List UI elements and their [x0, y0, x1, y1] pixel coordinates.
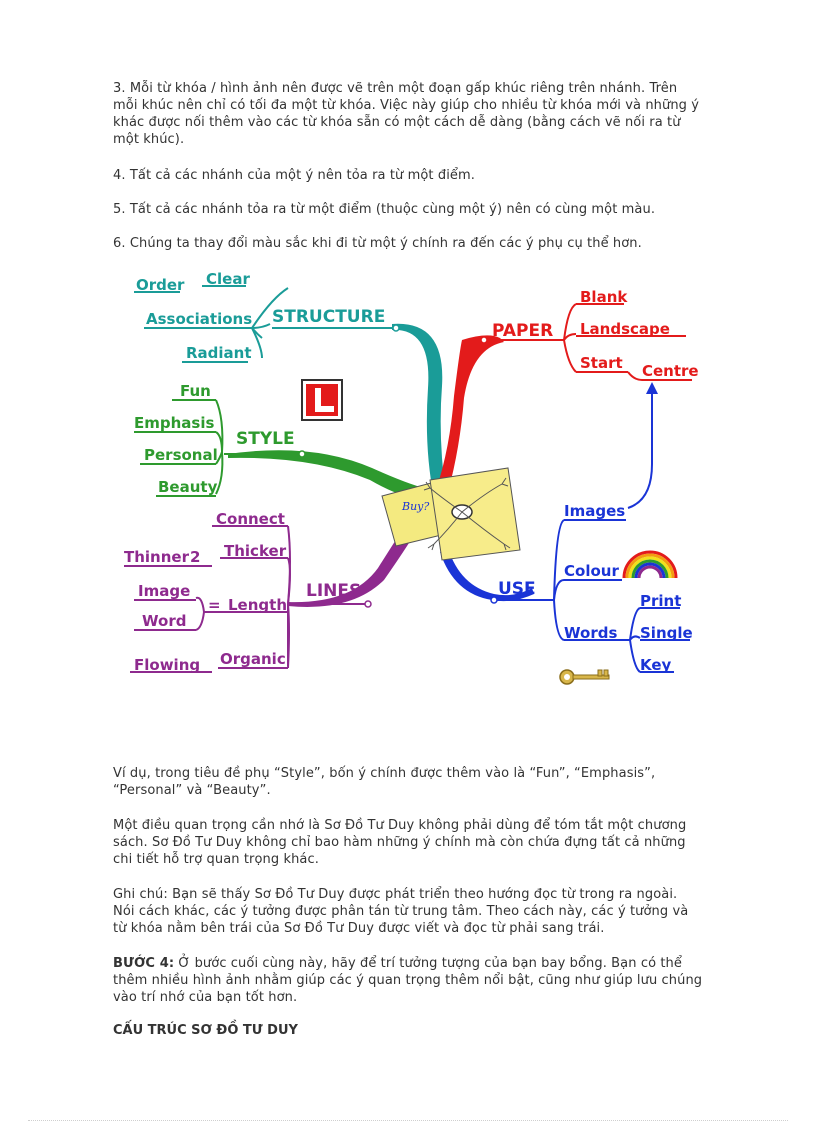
paragraph-step-4 [113, 955, 703, 1006]
paragraph-important: Một điều quan trọng cần nhớ là Sơ Đồ Tư Duy không phải dùng để tóm tắt một chương sách. Sơ Đồ Tư Duy không chỉ bao hàm những ý chính mà còn chứa đựng tất cả những chi tiết hỗ trợ quan trọng khác. [113, 818, 687, 867]
step-4-text: Ở bước cuối cùng này, hãy để trí tưởng tượng của bạn bay bổng. Bạn có thể thêm nhiều hình ảnh nhằm giúp các ý quan trọng thêm nổi bật, cũng như giúp lưu chúng vào trí nhớ của bạn tốt hơn. [113, 956, 703, 1005]
step-4-label: BƯỚC 4: [113, 956, 175, 971]
mind-map-figure [112, 268, 704, 690]
paper-item-start: Start [580, 354, 623, 372]
lines-label: LINES [306, 581, 362, 601]
style-label: STYLE [236, 429, 295, 449]
footer-divider [28, 1120, 788, 1121]
structure-label: STRUCTURE [272, 307, 386, 327]
use-item-words: Words [564, 624, 618, 642]
paper-item-centre: Centre [642, 362, 699, 380]
lines-item-flowing: Flowing [134, 656, 201, 674]
lines-item-length: Length [228, 596, 287, 614]
paragraph-note: Ghi chú: Bạn sẽ thấy Sơ Đồ Tư Duy được phát triển theo hướng đọc từ trong ra ngoài. Nói cách khác, các ý tưởng được phân tán từ trung tâm. Theo cách này, các ý tưởng và từ khóa nằm bên trái của Sơ Đồ Tư Duy được viết và đọc từ phải sang trái. [113, 887, 689, 936]
use-item-single: Single [640, 624, 693, 642]
lines-item-word: Word [142, 612, 187, 630]
use-item-print: Print [640, 592, 682, 610]
paper-label: PAPER [492, 321, 554, 341]
paragraph-rule-3: 3. Mỗi từ khóa / hình ảnh nên được vẽ trên một đoạn gấp khúc riêng trên nhánh. Trên mỗi khúc nên chỉ có tối đa một từ khóa. Việc này giúp cho nhiều từ khóa mới và những ý khác được nối thêm vào các từ khóa sẵn có một cách dễ dàng (bằng cách vẽ nối ra từ một khúc). [113, 81, 700, 147]
structure-item-associations: Associations [146, 310, 253, 328]
lines-item-thinner: Thinner [124, 548, 189, 566]
lines-item-equals: = [208, 596, 221, 614]
lines-item-thicker: Thicker [224, 542, 287, 560]
style-item-beauty: Beauty [158, 478, 218, 496]
paper-item-landscape: Landscape [580, 320, 670, 338]
use-item-colour: Colour [564, 562, 619, 580]
lines-item-organic: Organic [220, 650, 286, 668]
paragraph-example: Ví dụ, trong tiêu đề phụ “Style”, bốn ý chính được thêm vào là “Fun”, “Emphasis”, “Personal” và “Beauty”. [113, 766, 656, 798]
style-item-personal: Personal [144, 446, 218, 464]
paragraph-rule-6: 6. Chúng ta thay đổi màu sắc khi đi từ một ý chính ra đến các ý phụ cụ thể hơn. [113, 236, 642, 251]
structure-item-order: Order [136, 276, 185, 294]
section-heading: CẤU TRÚC SƠ ĐỒ TƯ DUY [113, 1023, 298, 1038]
paragraph-rule-5: 5. Tất cả các nhánh tỏa ra từ một điểm (thuộc cùng một ý) nên có cùng một màu. [113, 202, 656, 217]
style-item-emphasis: Emphasis [134, 414, 215, 432]
center-text: Buy? [402, 500, 430, 513]
paper-item-blank: Blank [580, 288, 628, 306]
structure-item-clear: Clear [206, 270, 250, 288]
use-item-images: Images [564, 502, 626, 520]
use-label: USE [498, 579, 536, 599]
lines-item-image: Image [138, 582, 191, 600]
lines-item-thinner-number: 2 [190, 548, 201, 566]
use-item-key: Key [640, 656, 672, 674]
learner-plate-icon [302, 380, 342, 420]
lines-item-connect: Connect [216, 510, 285, 528]
paragraph-rule-4: 4. Tất cả các nhánh của một ý nên tỏa ra từ một điểm. [113, 168, 475, 183]
structure-item-radiant: Radiant [186, 344, 252, 362]
style-item-fun: Fun [180, 382, 211, 400]
